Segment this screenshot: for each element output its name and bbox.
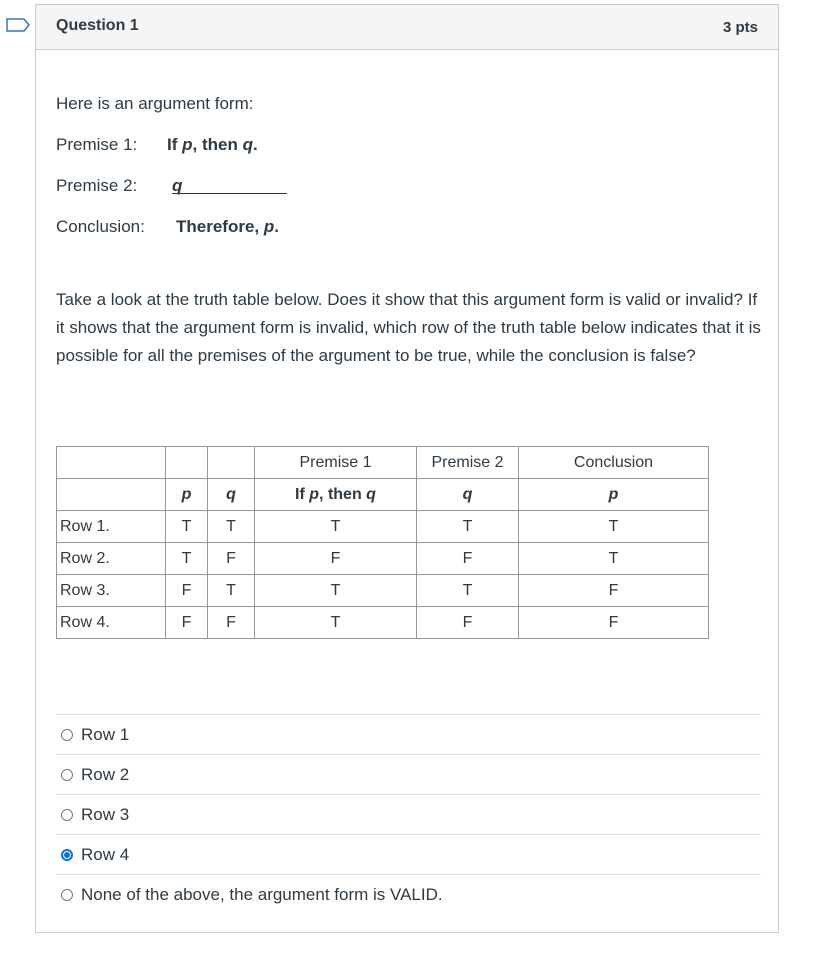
option-label[interactable]: None of the above, the argument form is VALID. bbox=[81, 884, 443, 904]
answer-option-3[interactable] bbox=[56, 794, 761, 834]
answer-option-2[interactable] bbox=[56, 754, 761, 794]
premise1-text: If p, then q. bbox=[167, 135, 258, 154]
radio-button[interactable] bbox=[61, 769, 73, 781]
table-cell: T bbox=[519, 543, 709, 575]
table-row bbox=[57, 511, 709, 543]
table-cell: F bbox=[417, 543, 519, 575]
radio-button[interactable] bbox=[61, 889, 73, 901]
option-label[interactable]: Row 3 bbox=[81, 804, 130, 824]
row-label-cell bbox=[57, 447, 166, 479]
row-label-cell: Row 4. bbox=[57, 607, 166, 639]
question-points: 3 pts bbox=[722, 19, 758, 36]
table-cell: F bbox=[208, 543, 255, 575]
radio-button[interactable] bbox=[61, 809, 73, 821]
question-prompt: Take a look at the truth table below. Does it show that this argument form is valid or invalid? If it shows that the argument form is invalid, which row of the truth table below indicates that it is possible for all the premises of the argument to be true, while the conclusion is false? bbox=[56, 290, 761, 365]
table-cell: T bbox=[208, 575, 255, 607]
table-row bbox=[57, 607, 709, 639]
intro-text: Here is an argument form: bbox=[56, 94, 254, 113]
premise2-text: q bbox=[172, 176, 287, 194]
table-header-row bbox=[57, 447, 709, 479]
table-subheader-row bbox=[57, 479, 709, 511]
table-cell: T bbox=[519, 511, 709, 543]
answer-option-5[interactable] bbox=[56, 874, 761, 914]
table-cell: Conclusion bbox=[519, 447, 709, 479]
radio-button[interactable] bbox=[61, 849, 73, 861]
table-cell: If p, then q bbox=[255, 479, 417, 511]
table-cell: F bbox=[417, 607, 519, 639]
table-cell: q bbox=[208, 479, 255, 511]
table-cell: T bbox=[417, 511, 519, 543]
table-cell: F bbox=[166, 607, 208, 639]
table-cell: F bbox=[166, 575, 208, 607]
table-cell: T bbox=[166, 543, 208, 575]
conclusion-label: Conclusion: bbox=[56, 217, 145, 236]
radio-button[interactable] bbox=[61, 729, 73, 741]
table-cell: Premise 2 bbox=[417, 447, 519, 479]
table-cell: T bbox=[208, 511, 255, 543]
table-cell: F bbox=[519, 607, 709, 639]
answer-options bbox=[56, 714, 761, 914]
truth-table bbox=[56, 446, 709, 639]
table-cell: T bbox=[417, 575, 519, 607]
answer-option-1[interactable] bbox=[56, 714, 761, 754]
table-cell: T bbox=[255, 511, 417, 543]
option-label[interactable]: Row 4 bbox=[81, 844, 130, 864]
table-cell: T bbox=[255, 575, 417, 607]
conclusion-text: Therefore, p. bbox=[176, 217, 279, 236]
table-cell: T bbox=[166, 511, 208, 543]
bookmark-flag-icon[interactable] bbox=[6, 18, 30, 32]
question-header bbox=[36, 5, 778, 50]
table-cell: F bbox=[208, 607, 255, 639]
question-card bbox=[35, 4, 779, 933]
option-label[interactable]: Row 2 bbox=[81, 764, 130, 784]
option-label[interactable]: Row 1 bbox=[81, 724, 130, 744]
question-title: Question 1 bbox=[56, 17, 139, 34]
table-cell: p bbox=[166, 479, 208, 511]
table-cell: F bbox=[255, 543, 417, 575]
row-label-cell: Row 2. bbox=[57, 543, 166, 575]
row-label-cell bbox=[57, 479, 166, 511]
row-label-cell: Row 3. bbox=[57, 575, 166, 607]
table-cell: T bbox=[255, 607, 417, 639]
answer-option-4[interactable] bbox=[56, 834, 761, 874]
table-row bbox=[57, 575, 709, 607]
table-cell bbox=[166, 447, 208, 479]
table-row bbox=[57, 543, 709, 575]
row-label-cell: Row 1. bbox=[57, 511, 166, 543]
premise1-label: Premise 1: bbox=[56, 135, 138, 154]
table-cell: p bbox=[519, 479, 709, 511]
premise2-label: Premise 2: bbox=[56, 176, 138, 195]
table-cell: q bbox=[417, 479, 519, 511]
table-cell: Premise 1 bbox=[255, 447, 417, 479]
table-cell bbox=[208, 447, 255, 479]
table-cell: F bbox=[519, 575, 709, 607]
